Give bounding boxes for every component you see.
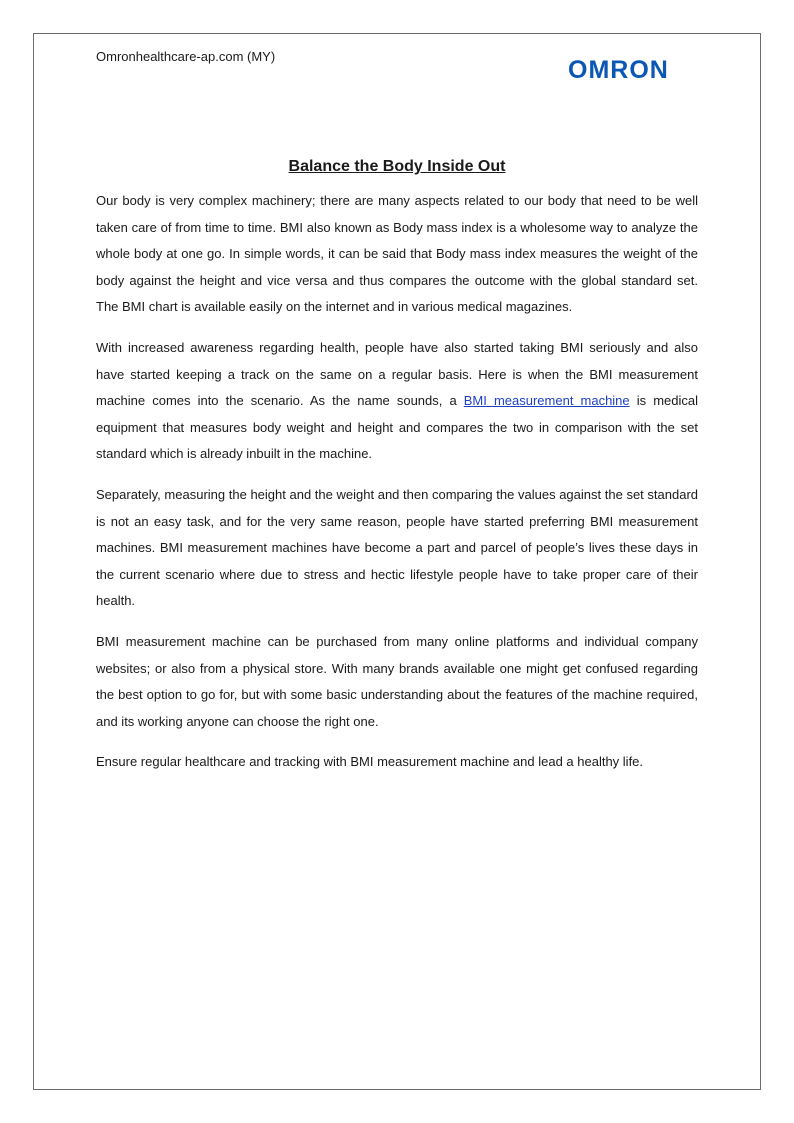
article-title: Balance the Body Inside Out: [288, 158, 506, 175]
site-header-text: Omronhealthcare-ap.com (MY): [96, 49, 276, 64]
article-body: [96, 188, 698, 790]
paragraph-2-end: is medical equipment that measures body weight and height and compares the two in comparison with the set standard which is already inbuilt in the machine.: [96, 393, 698, 462]
omron-logo-text: OMRON: [568, 56, 669, 84]
paragraph-1: Our body is very complex machinery; there are many aspects related to our body that need to be well taken care of from time to time. BMI also known as Body mass index is a wholesome way to analyze the whole body at one go. In simple words, it can be said that Body mass index measures the weight of the body against the height and vice versa and thus compares the outcome with the global standard set. The BMI chart is available easily on the internet and in various medical magazines.: [96, 193, 698, 315]
omron-logo: [568, 54, 688, 84]
paragraph-2: [96, 335, 698, 468]
bmi-machine-link[interactable]: BMI measurement machine: [463, 393, 630, 409]
paragraph-2-start: With increased awareness regarding health, people have also started taking BMI seriously and also have started keeping a track on the same on a regular basis. Here is when the BMI measurement machine comes into the scenario. As the name sounds, a: [96, 339, 698, 409]
paragraph-3: Separately, measuring the height and the weight and then comparing the values against the set standard is not an easy task, and for the very same reason, people have started preferring BMI measurement machines. BMI measurement machines have become a part and parcel of people’s lives these days in the current scenario where due to stress and hectic lifestyle people have to take proper care of their health.: [96, 486, 698, 609]
paragraph-4: BMI measurement machine can be purchased from many online platforms and individual company websites; or also from a physical store. With many brands available one might get confused regarding the best option to go for, but with some basic understanding about the features of the machine required, and its working anyone can choose the right one.: [96, 633, 698, 729]
paragraph-5: Ensure regular healthcare and tracking with BMI measurement machine and lead a healthy life.: [96, 754, 644, 770]
